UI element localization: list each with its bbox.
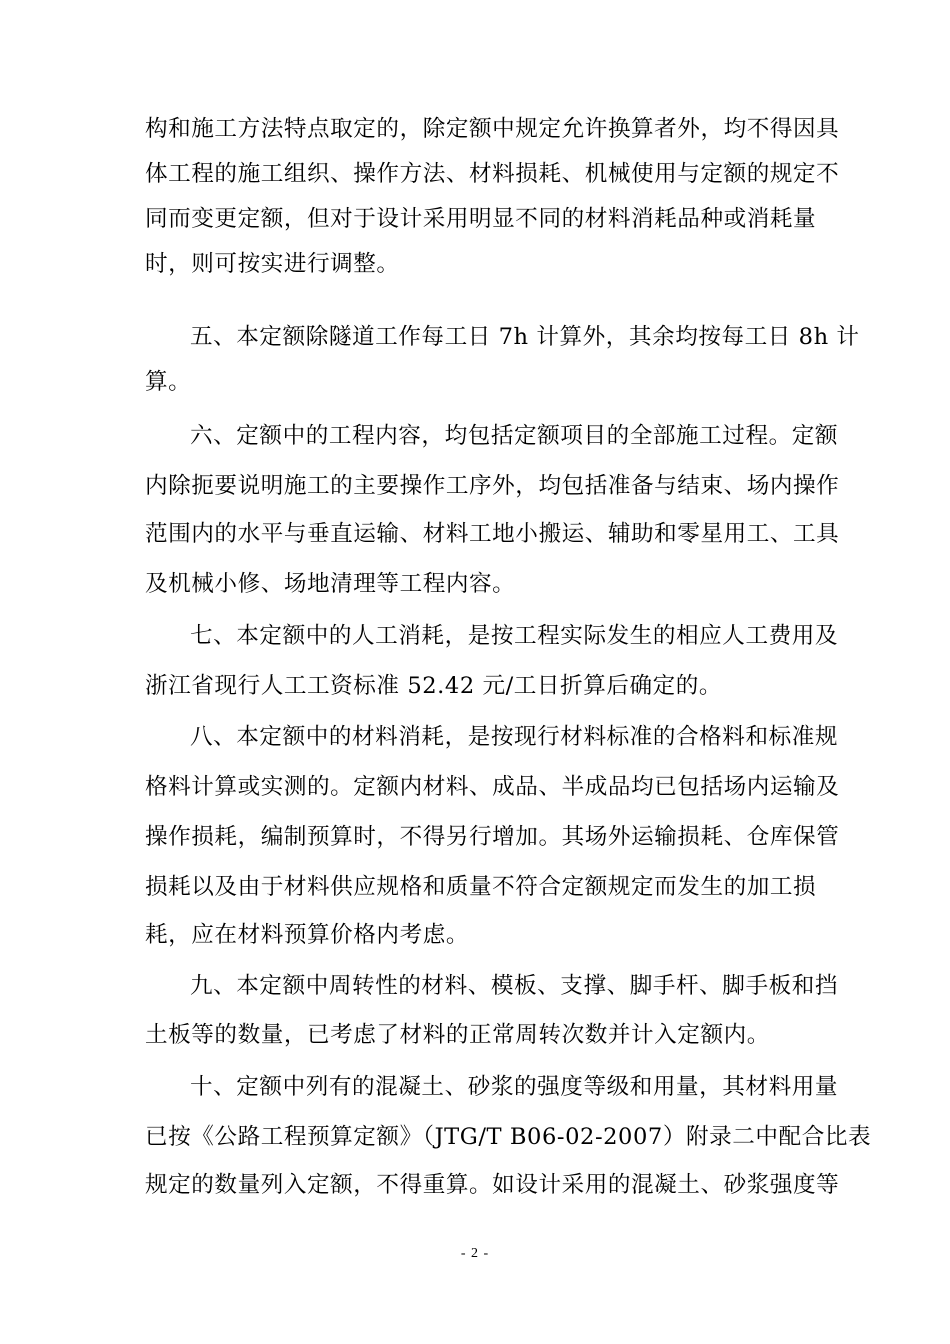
text-line: 损耗以及由于材料供应规格和质量不符合定额规定而发生的加工损 xyxy=(145,874,817,900)
text-line: 同而变更定额，但对于设计采用明显不同的材料消耗品种或消耗量 xyxy=(145,206,817,232)
text-line: 算。 xyxy=(145,369,192,395)
text-line: 土板等的数量，已考虑了材料的正常周转次数并计入定额内。 xyxy=(145,1022,770,1048)
text-line: 十、定额中列有的混凝土、砂浆的强度等级和用量，其材料用量 xyxy=(190,1074,839,1100)
text-line: 体工程的施工组织、操作方法、材料损耗、机械使用与定额的规定不 xyxy=(145,161,840,187)
text-line: 操作损耗，编制预算时，不得另行增加。其场外运输损耗、仓库保管 xyxy=(145,824,840,850)
text-line: 格料计算或实测的。定额内材料、成品、半成品均已包括场内运输及 xyxy=(145,774,840,800)
text-line: 构和施工方法特点取定的，除定额中规定允许换算者外，均不得因具 xyxy=(145,116,840,142)
page-number: - 2 - xyxy=(460,1246,490,1261)
text-line: 内除扼要说明施工的主要操作工序外，均包括准备与结束、场内操作 xyxy=(145,473,840,499)
text-line: 规定的数量列入定额，不得重算。如设计采用的混凝土、砂浆强度等 xyxy=(145,1172,840,1198)
text-line: 已按《公路工程预算定额》（JTG/T B06-02-2007）附录二中配合比表 xyxy=(145,1124,872,1150)
text-line: 五、本定额除隧道工作每工日 7h 计算外，其余均按每工日 8h 计 xyxy=(190,324,860,350)
text-line: 七、本定额中的人工消耗，是按工程实际发生的相应人工费用及 xyxy=(190,623,839,649)
text-line: 浙江省现行人工工资标准 52.42 元/工日折算后确定的。 xyxy=(145,673,723,699)
text-line: 时，则可按实进行调整。 xyxy=(145,251,400,277)
text-line: 九、本定额中周转性的材料、模板、支撑、脚手杆、脚手板和挡 xyxy=(190,973,839,999)
text-line: 及机械小修、场地清理等工程内容。 xyxy=(145,571,516,597)
text-line: 六、定额中的工程内容，均包括定额项目的全部施工过程。定额 xyxy=(190,423,839,449)
text-line: 耗，应在材料预算价格内考虑。 xyxy=(145,922,470,948)
text-line: 范围内的水平与垂直运输、材料工地小搬运、辅助和零星用工、工具 xyxy=(145,521,840,547)
text-line: 八、本定额中的材料消耗，是按现行材料标准的合格料和标准规 xyxy=(190,724,839,750)
